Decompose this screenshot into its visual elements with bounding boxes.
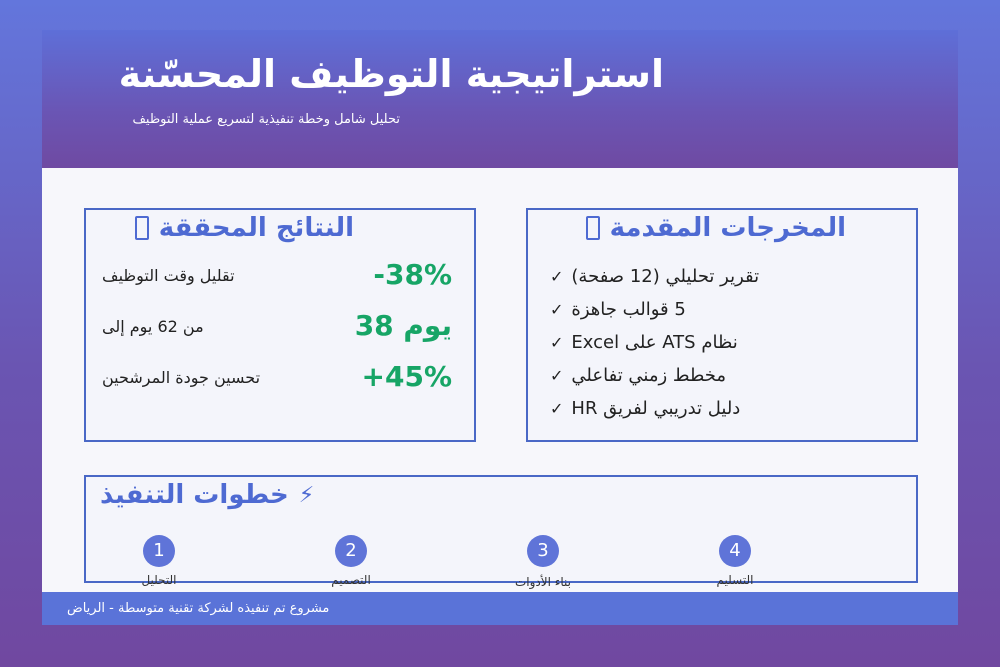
step-item — [483, 535, 603, 595]
check-icon: ✓ — [550, 398, 564, 418]
step-number: 2 — [335, 535, 367, 567]
steps-card-title — [100, 475, 314, 515]
metric-row — [86, 258, 474, 298]
metric-label: تقليل وقت التوظيف — [102, 266, 235, 285]
output-item-text: نظام ATS على Excel — [571, 331, 738, 353]
step-number: 3 — [527, 535, 559, 567]
check-icon: ✓ — [550, 266, 564, 286]
step-label: التصميم — [331, 573, 371, 587]
metric-value: 38 يوم — [354, 309, 452, 342]
step-item — [291, 535, 411, 595]
output-item — [550, 361, 726, 389]
slide-content — [42, 168, 958, 592]
metric-label: تحسين جودة المرشحين — [102, 368, 261, 387]
package-icon — [586, 216, 600, 240]
step-item — [675, 535, 795, 595]
lightning-icon: ⚡ — [298, 482, 315, 508]
output-item-text: 5 قوالب جاهزة — [571, 298, 686, 320]
step-label: بناء الأدوات — [514, 575, 572, 589]
output-item — [550, 262, 759, 290]
outputs-card-title — [586, 208, 846, 248]
slide-footer — [42, 592, 958, 625]
steps-card — [84, 475, 918, 589]
metric-value: -38% — [373, 258, 452, 291]
output-item — [550, 328, 738, 356]
output-item-text: تقرير تحليلي (12 صفحة) — [571, 265, 760, 287]
output-item — [550, 295, 686, 323]
step-item — [99, 535, 219, 595]
outputs-title-text: المخرجات المقدمة — [609, 213, 846, 243]
document-icon — [135, 216, 149, 240]
footer-text: مشروع تم تنفيذه لشركة تقنية متوسطة - الرياض — [67, 601, 330, 616]
metric-value: +45% — [361, 360, 452, 393]
metric-row — [86, 309, 474, 349]
metric-label: من 62 يوم إلى — [102, 317, 204, 336]
metric-row — [86, 360, 474, 400]
steps-title-text: خطوات التنفيذ — [100, 480, 289, 510]
slide-subtitle: تحليل شامل وخطة تنفيذية لتسريع عملية التوظيف — [132, 112, 400, 127]
slide-title: استراتيجية التوظيف المحسّنة — [118, 52, 664, 96]
step-number: 1 — [143, 535, 175, 567]
check-icon: ✓ — [550, 299, 564, 319]
output-item-text: مخطط زمني تفاعلي — [571, 364, 727, 386]
outputs-card — [526, 208, 918, 442]
results-card — [84, 208, 476, 442]
slide-header — [42, 30, 958, 168]
check-icon: ✓ — [550, 332, 564, 352]
step-label: التحليل — [141, 573, 177, 587]
results-title-text: النتائج المحققة — [158, 213, 354, 243]
check-icon: ✓ — [550, 365, 564, 385]
output-item — [550, 394, 740, 422]
results-card-title — [135, 208, 354, 248]
step-label: التسليم — [716, 573, 754, 587]
presentation-slide — [42, 30, 958, 625]
output-item-text: دليل تدريبي لفريق HR — [571, 397, 741, 419]
step-number: 4 — [719, 535, 751, 567]
